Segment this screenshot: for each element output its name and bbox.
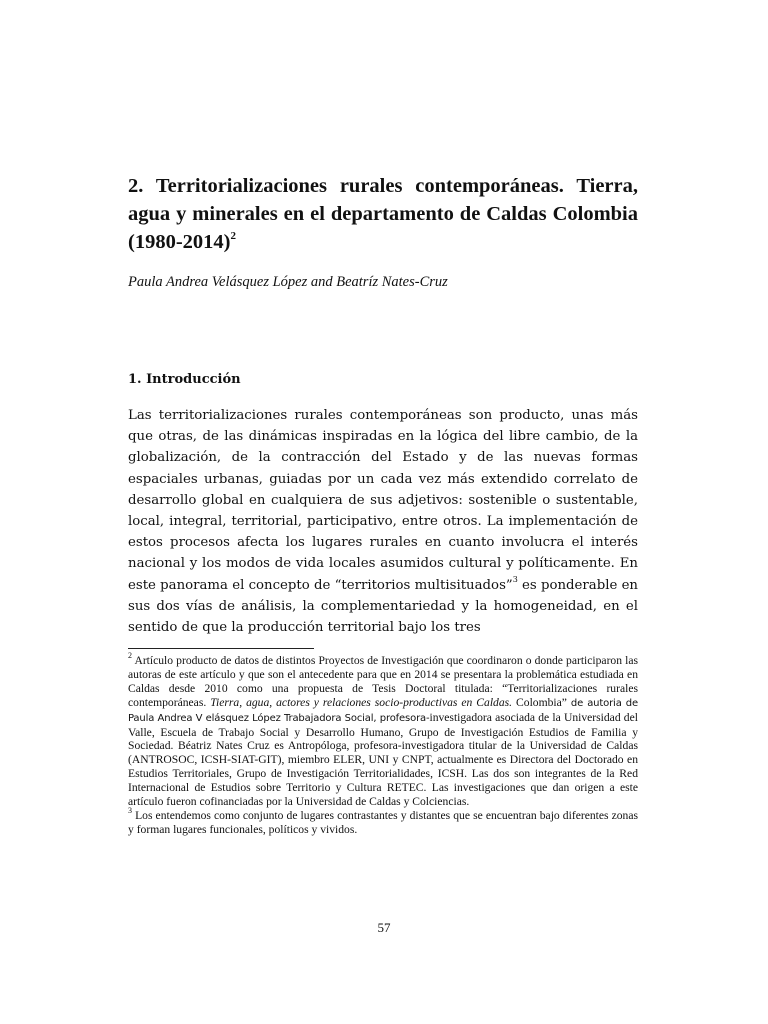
footnote-italic-title: Tierra, agua, actores y relaciones socio-productivas en Caldas. <box>210 695 513 709</box>
footnote-text: Colombia” <box>512 695 571 709</box>
footnote-text: Los entendemos como conjunto de lugares contrastantes y distantes que se encuentran bajo diferentes zonas y forman lugares funcionales, políticos y vividos. <box>128 808 638 836</box>
body-paragraph-text-b: es ponderable en sus dos vías de análisis, la complementariedad y la homogeneidad, en el sentido de que la producción territorial bajo los tres <box>128 577 638 636</box>
chapter-authors: Paula Andrea Velásquez López and Beatríz Nates-Cruz <box>128 274 448 290</box>
footnote-2 <box>128 651 638 809</box>
page-number: 57 <box>377 920 391 935</box>
body-paragraph-text-a: Las territorializaciones rurales contemporáneas son producto, unas más que otras, de las dinámicas inspiradas en la lógica del libre cambio, de la globalización, de la contracción del Estado y de las nuevas formas espaciales urbanas, guiadas por un cada vez más extendido correlato de desarrollo global en cualquiera de sus adjetivos: sostenible o sustentable, local, integral, territorial, participativo, entre otros. La implementación de estos procesos afecta los lugares rurales en cuanto involucra el interés nacional y los modos de vida locales asumidos cultural y políticamente. En este panorama el concepto de “territorios multisituados” <box>128 408 638 593</box>
footnote-text: Artículo producto de datos de distintos Proyectos de Investigación que coordinaron o donde participaron las autoras de este artículo y que son el antecedente para que en 2014 se presentara la problemática estudiada en Caldas desde 2010 como una propuesta de Tesis Doctoral titulada: “Territorializaciones rurales contemporáneas. <box>128 654 638 709</box>
footnote-number: 2 <box>128 651 132 661</box>
footnote-text-sans: de autoria de Paula Andrea V elásquez López Trabajadora Social, profesora- <box>128 697 638 724</box>
footnote-ref-3[interactable]: 3 <box>512 575 518 585</box>
footnote-number: 3 <box>128 806 132 816</box>
footnote-separator <box>128 648 314 649</box>
footnote-ref-2[interactable]: 2 <box>230 230 236 243</box>
footnote-3 <box>128 806 638 837</box>
footnote-text: investigadora asociada de la Universidad del Valle, Escuela de Trabajo Social y Desarrollo Humano, Grupo de Investigación Estudios de Familia y Sociedad. Béatriz Nates Cruz es Antropóloga, profesora-investigadora titular de la Universidad de Caldas (ANTROSOC, ICSH-SIAT-GIT), miembro ELER, UNI y CNPT, actualmente es Directora del Doctorado en Estudios Territoriales, Grupo de Investigación Territorialidades, ICSH. Las dos son integrantes de la Red Internacional de Estudios sobre Territorio y Cultura RETEC. Las investigaciones que dan origen a este artículo fueron cofinanciadas por la Universidad de Caldas y Colciencias. <box>128 710 638 809</box>
body-paragraph <box>128 405 638 638</box>
section-heading-introduccion: 1. Introducción <box>128 372 241 387</box>
footnotes-block <box>128 651 638 837</box>
chapter-title-text: 2. Territorializaciones rurales contemporáneas. Tierra, agua y minerales en el departamento de Caldas Colombia (1980-2014) <box>128 175 638 253</box>
chapter-title <box>128 172 638 256</box>
